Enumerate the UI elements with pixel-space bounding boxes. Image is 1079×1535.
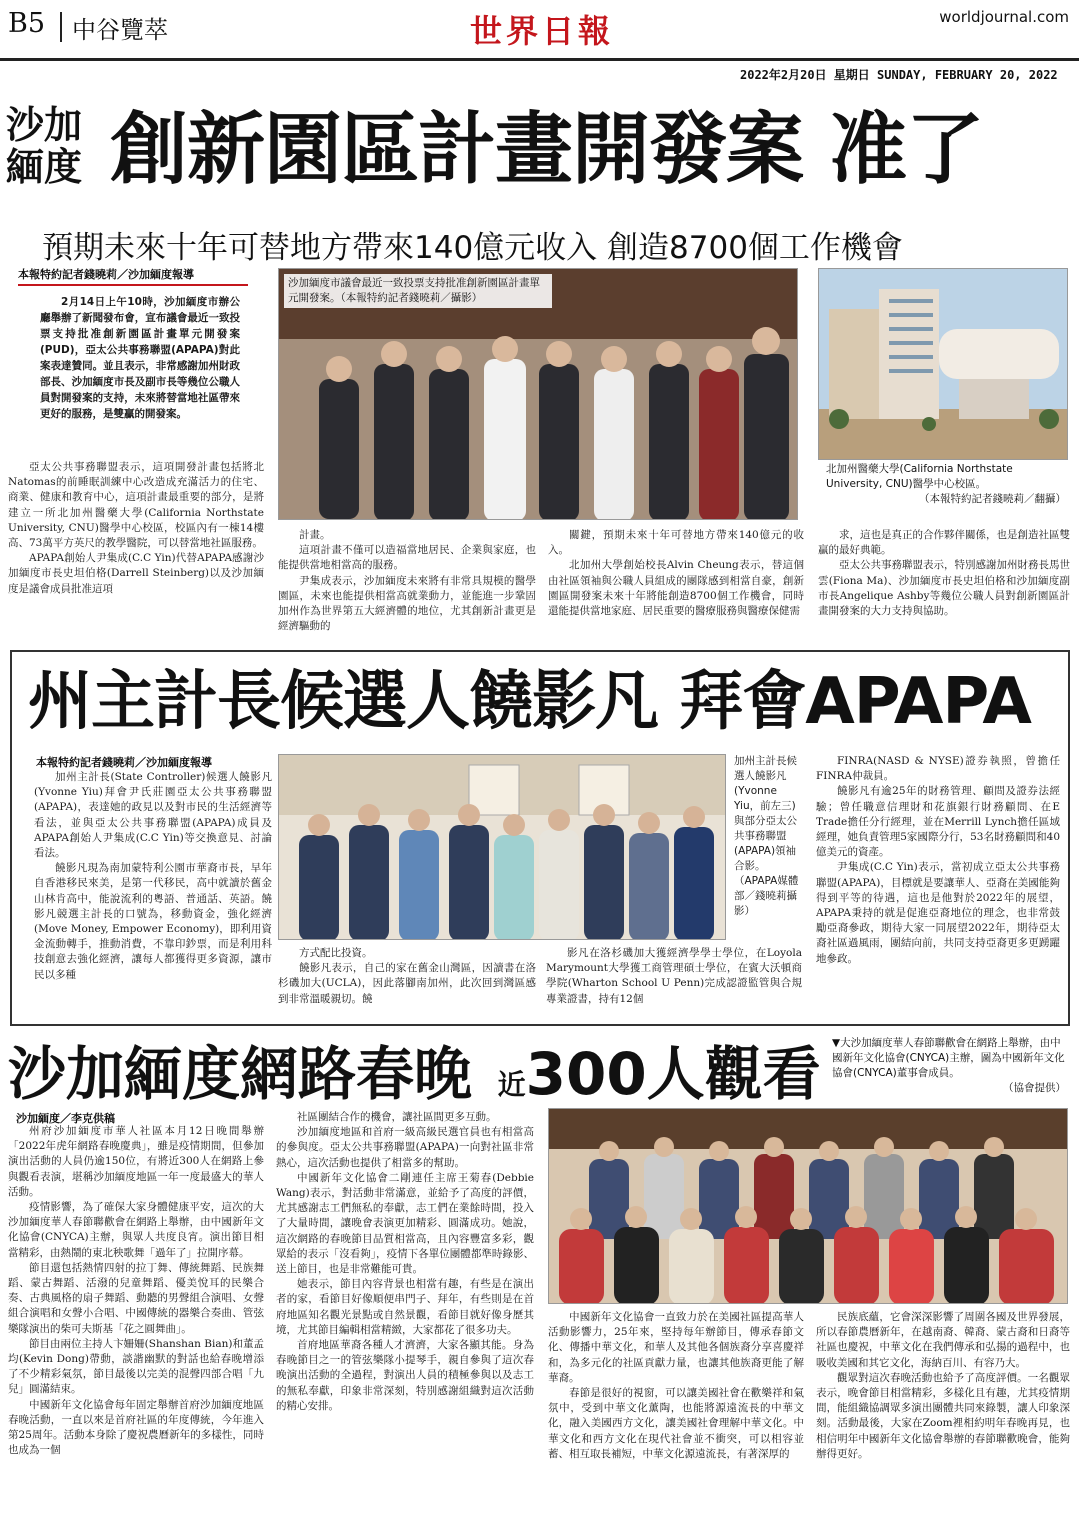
paragraph: 沙加緬度地區和首府一級高級民選官員也有相當高的參與度。亞太公共事務聯盟(APAPA)一向對社區非常熱心，這次活動也提供了相當多的幫助。 [276, 1126, 534, 1169]
page-number: B5 [8, 8, 46, 39]
section-divider [60, 12, 62, 42]
story3-photo-credit: （協會提供） [1003, 1082, 1066, 1094]
photo2-caption-text: 北加州醫藥大學(California Northstate University, CNU)醫學中心校區。 [826, 463, 1013, 490]
paragraph: 北加州大學創始校長Alvin Cheung表示，替這個由社區領袖與公職人員組成的團隊感到相當自豪，創新園區開發案未來十年將能創造8700個工作機會，同時還能提供當地家庭、居民重要的醫療服務與醫療保健需 [548, 559, 804, 618]
lede-text: 2月14日上午10時，沙加緬度市辦公廳舉辦了新聞發布會，宣布議會最近一致投票支持批准創新園區計畫單元開發案(PUD)，亞太公共事務聯盟(APAPA)對此案表達贊同。並且表示，非常感謝加州財政部長、沙加緬度市長及副市長等幾位公職人員對開發案的支持，未來將替當地社區帶來更好的服務，是雙贏的開發案。 [40, 296, 240, 420]
story1-headline: 創新園區計畫開發案 准了 [110, 105, 984, 195]
story2-col2 [278, 946, 536, 1018]
paragraph: 求，這也是真正的合作夥伴關係，也是創造社區雙贏的最好典範。 [818, 529, 1070, 557]
paragraph: 州府沙加緬度市華人社區本月12日晚間舉辦「2022年虎年網路春晚慶典」，雖是疫情期間，但參加演出活動的人員仍逾150位，有將近300人在網路上參與觀看表演，堪稱沙加緬度地區一年一度最盛大的華人活動。 [8, 1125, 264, 1198]
story3-headline-small: 近 [497, 1068, 526, 1101]
story3-col4 [816, 1310, 1070, 1528]
paragraph: 民族底蘊，它會深深影響了周圍各國及世界發展，所以春節農曆新年，在越南裔、韓裔、蒙古裔和日裔等社區也慶祝，中華文化在我們傳承和弘揚的過程中，也吸收美國和其它文化，海納百川、有容乃大。 [816, 1311, 1070, 1369]
website: worldjournal.com [939, 8, 1069, 26]
story1-photo-campus [818, 268, 1068, 460]
paragraph: 計畫。 [299, 529, 331, 541]
story2-col3 [546, 946, 802, 1018]
kicker-line-2: 緬度 [6, 145, 83, 189]
paragraph: 影凡在洛杉磯加大獲經濟學學士學位，在Loyola Marymount大學獲工商管理碩士學位，在賓大沃頓商學院(Wharton School U Penn)完成認證監管與合規專業證書，持有12個 [546, 947, 802, 1005]
story1-lede [40, 294, 240, 446]
story1-subhead: 預期未來十年可替地方帶來140億元收入 創造8700個工作機會 [42, 230, 903, 266]
paragraph: 亞太公共事務聯盟表示，特別感謝加州財務長馬世雲(Fiona Ma)、沙加緬度市長史坦伯格和沙加緬度副市長Angelique Ashby等幾位公職人員對創新園區計畫開發案的大力支持與協助。 [818, 559, 1070, 618]
masthead-logo: 世界日報 [470, 12, 615, 50]
story3-byline: 沙加緬度／李克供稿 [16, 1112, 115, 1125]
story2-photo-group [278, 754, 726, 940]
story2-headline: 州主計長候選人饒影凡 拜會APAPA [28, 665, 1031, 739]
story3-photo-group [548, 1108, 1068, 1304]
story1-photo2-caption [826, 462, 1066, 507]
story1-col4 [818, 528, 1070, 646]
paragraph: 尹集成表示，沙加緬度未來將有非常具規模的醫學園區，未來也能提供相當高就業動力，並能進一步鞏固加州作為世界第五大經濟體的地位，尤其創新計畫更是經濟驅動的 [278, 574, 536, 633]
story3-col1 [8, 1124, 264, 1528]
paragraph: 疫情影響，為了確保大家身體健康平安，這次的大沙加緬度華人春節聯歡會在網路上舉辦，由中國新年文化協會(CNYCA)主辦，與眾人共度良宵。演出節目相當精彩，由熱鬧的東北秧歌舞「過年了」拉開序幕。 [8, 1201, 264, 1259]
campus-rendering-illustration [819, 269, 1068, 460]
paragraph: 首府地區華裔各種人才濟濟，大家各顯其能。身為春晚節目之一的管弦樂隊小提琴手，親自參與了這次春晚演出活動的全過程，對演出人員的積極參與以及志工的無私奉獻，印象非常深刻，特別感謝組織對這次活動的精心安排。 [276, 1339, 534, 1412]
story1-byline: 本報特約記者錢曉莉／沙加緬度報導 [18, 268, 194, 281]
story3-col2 [276, 1110, 534, 1528]
story2-byline: 本報特約記者錢曉莉／沙加緬度報導 [36, 756, 212, 769]
story3-caption-text: ▼大沙加緬度華人春節聯歡會在網路上舉辦，由中國新年文化協會(CNYCA)主辦，圖為中國新年文化協會(CNYCA)董事會成員。 [832, 1037, 1065, 1079]
story2-photo-caption [734, 754, 800, 940]
story2-col4 [816, 754, 1060, 1018]
story1-col2 [278, 528, 536, 646]
apapa-group-illustration [279, 755, 726, 940]
paragraph: 節目由兩位主持人卞姍姍(Shanshan Bian)和董孟均(Kevin Dong)帶動，談諧幽默的對話也給春晚增添了不少精彩氣氛，節目最後以完美的混聲四部合唱「九兒」圓滿結束。 [8, 1337, 264, 1396]
story2-col1 [34, 770, 272, 1018]
paragraph: 節目還包括熱情四射的拉丁舞、傳統舞蹈、民族舞蹈、蒙古舞蹈、活潑的兒童舞蹈、優美悅耳的民樂合奏、古典風格的扇子舞蹈、動聽的男聲組合演唱、女聲組合演唱和女聲小合唱、中國傳統的器樂合奏曲、管弦樂隊演出的柴可夫斯基「花之圓舞曲」。 [8, 1261, 264, 1335]
section-name: 中谷覽萃 [72, 16, 168, 44]
paragraph: FINRA(NASD & NYSE)證券執照，曾擔任FINRA仲裁員。 [816, 755, 1060, 783]
byline-underline [18, 284, 248, 286]
date-line: 2022年2月20日 星期日 SUNDAY, FEBRUARY 20, 2022 [740, 68, 1058, 82]
story1-photo1-caption: 沙加緬度市議會最近一致投票支持批准創新園區計畫單元開發案。（本報特約記者錢曉莉／攝影） [284, 274, 552, 308]
story3-headline-main: 沙加緬度網路春晚 [8, 1040, 473, 1108]
kicker-line-1: 沙加 [6, 103, 83, 147]
paragraph: 社區團結合作的機會，讓社區間更多互動。 [297, 1111, 497, 1123]
paragraph: 饒影凡有逾25年的財務管理、顧問及證券法經驗；曾任職意信理財和花旗銀行財務顧問、在E Trade擔任分行經理，並在Merrill Lynch擔任區域經理，她負責管理5家國際分行，53名財務顧問和40億美元的資產。 [816, 785, 1060, 859]
story3-col3 [548, 1310, 804, 1528]
story2-caption-text: 加州主計長候選人饒影凡(Yvonne Yiu，前左三)與部分亞太公共事務聯盟(APAPA)領袖合影。（APAPA媒體部／錢曉莉攝影） [734, 755, 799, 917]
story1-col3 [548, 528, 804, 646]
photo2-credit: （本報特約記者錢曉莉／翻攝） [919, 493, 1066, 505]
cnyca-board-illustration [549, 1109, 1068, 1304]
paragraph: 中國新年文化協會一直致力於在美國社區提高華人活動影響力，25年來，堅持每年辦節目，傳承春節文化、傳播中華文化，和華人及其他各個族裔分享喜慶祥和，為多元化的社區貢獻力量，也讓其他族裔更能了解華裔。 [548, 1311, 804, 1384]
paragraph: 她表示，節目內容背景也相當有趣，有些是在演出者的家，看節目好像順便串門子、拜年，有些則是在首府地區知名觀光景點或自然景觀，看節目就好像身歷其境，尤其節目編輯相當精緻，大家都花了很多功夫。 [276, 1278, 534, 1336]
paragraph: 春節是很好的視窗，可以讓美國社會在歡樂祥和氣氛中，受到中華文化薰陶，也能將源遠流長的中華文化，融入美國西方文化，讓美國社會理解中華文化。中華文化和西方文化在現代社會並不衝突，可以相容並蓄、相互取長補短，中華文化源遠流長，有著深厚的 [548, 1387, 804, 1460]
paragraph: 饒影凡現為南加蒙特利公園市華裔市長，早年自香港移民來美，是第一代移民，高中就讀於舊金山林肯高中，能說流利的粵語、普通話、英語。饒影凡競選主計長的口號為，移動資金，強化經濟(Move Money, Empower Economy)，即利用資金流動轉手，推動消費，不靠印鈔票，而是利用科技創意去強化經濟，讓每人都獲得更多資源，讓市民以多種 [34, 862, 272, 981]
paragraph: 方式配比投資。 [299, 947, 373, 959]
paragraph: 亞太公共事務聯盟表示，這項開發計畫包括將北Natomas的前睡眠訓練中心改造成充滿活力的住宅、商業、健康和教育中心，這項計畫最重要的部分，是將建立一所北加州醫藥大學(California Northstate University, CNU)醫學中心校區，校區內有一棟14樓高、73萬平方英尺的教學醫院，可以替當地社區服務。 [8, 461, 264, 550]
paragraph: 加州主計長(State Controller)候選人饒影凡(Yvonne Yiu)拜會尹氏莊園亞太公共事務聯盟(APAPA)，表達她的政見以及對市民的生活經濟等看法，並與亞太公共事務聯盟(APAPA)成員及APAPA創始人尹集成(C.C Yin)等交換意見、討論看法。 [34, 771, 272, 860]
paragraph: 中國新年文化協會二剛連任主席王菊春(Debbie Wang)表示，對活動非常滿意，並給予了高度的評價，尤其感謝志工們無私的奉獻，志工們在業餘時間，投入了大量時間，讓晚會表演更加精彩、圓滿成功。她說，這次網路的春晚節目品質相當高，且內容豐富多彩，觀眾給的表示「沒看夠」，疫情下各單位團體都準時錄影、送上節目，也是非常難能可貴。 [276, 1171, 534, 1276]
paragraph: 觀眾對這次春晚活動也給予了高度評價。一名觀眾表示，晚會節目相當精彩，多樣化且有趣，尤其疫情期間，能組織協調眾多演出團體共同來錄製，讓人印象深刻。活動最後，大家在Zoom裡相約明年春晚再見，也相信明年中國新年文化協會舉辦的春節聯歡晚會，能夠辦得更好。 [816, 1371, 1070, 1460]
header-rule [0, 58, 1079, 61]
story1-col1 [8, 460, 264, 642]
story1-kicker [6, 104, 92, 188]
story3-headline-end: 300人觀看 [525, 1040, 821, 1108]
paragraph: 尹集成(C.C Yin)表示，當初成立亞太公共事務聯盟(APAPA)，目標就是要讓華人、亞裔在美國能夠得到平等的待遇，這也是他對於2022年的展望，APAPA秉持的就是促進亞裔地位的理念，也非常鼓勵亞裔參政，期待大家一同展望2022年，期待亞太裔社區過風雨，團結向前，共同支持亞裔更多更踴躍地參政。 [816, 861, 1060, 965]
paragraph: APAPA創始人尹集成(C.C Yin)代替APAPA感謝沙加緬度市長史坦伯格(Darrell Steinberg)以及沙加緬度是議會成員批准這項 [8, 552, 264, 595]
paragraph: 這項計畫不僅可以造福當地居民、企業與家庭，也能提供當地相當高的服務。 [278, 544, 536, 572]
story3-photo-caption [832, 1036, 1066, 1096]
paragraph: 饒影凡表示，自己的家在舊金山灣區，因讀書在洛杉磯加大(UCLA)，因此落腳南加州，此次回到灣區感到非常溫暖親切。饒 [278, 962, 536, 1005]
paragraph: 關鍵，預期未來十年可替地方帶來140億元的收入。 [548, 529, 804, 557]
paragraph: 中國新年文化協會每年固定舉辦首府沙加緬度地區春晚活動，一直以來是首府社區的年度傳統，今年進入第25周年。活動本身除了慶祝農曆新年的多樣性，同時也成為一個 [8, 1398, 264, 1457]
